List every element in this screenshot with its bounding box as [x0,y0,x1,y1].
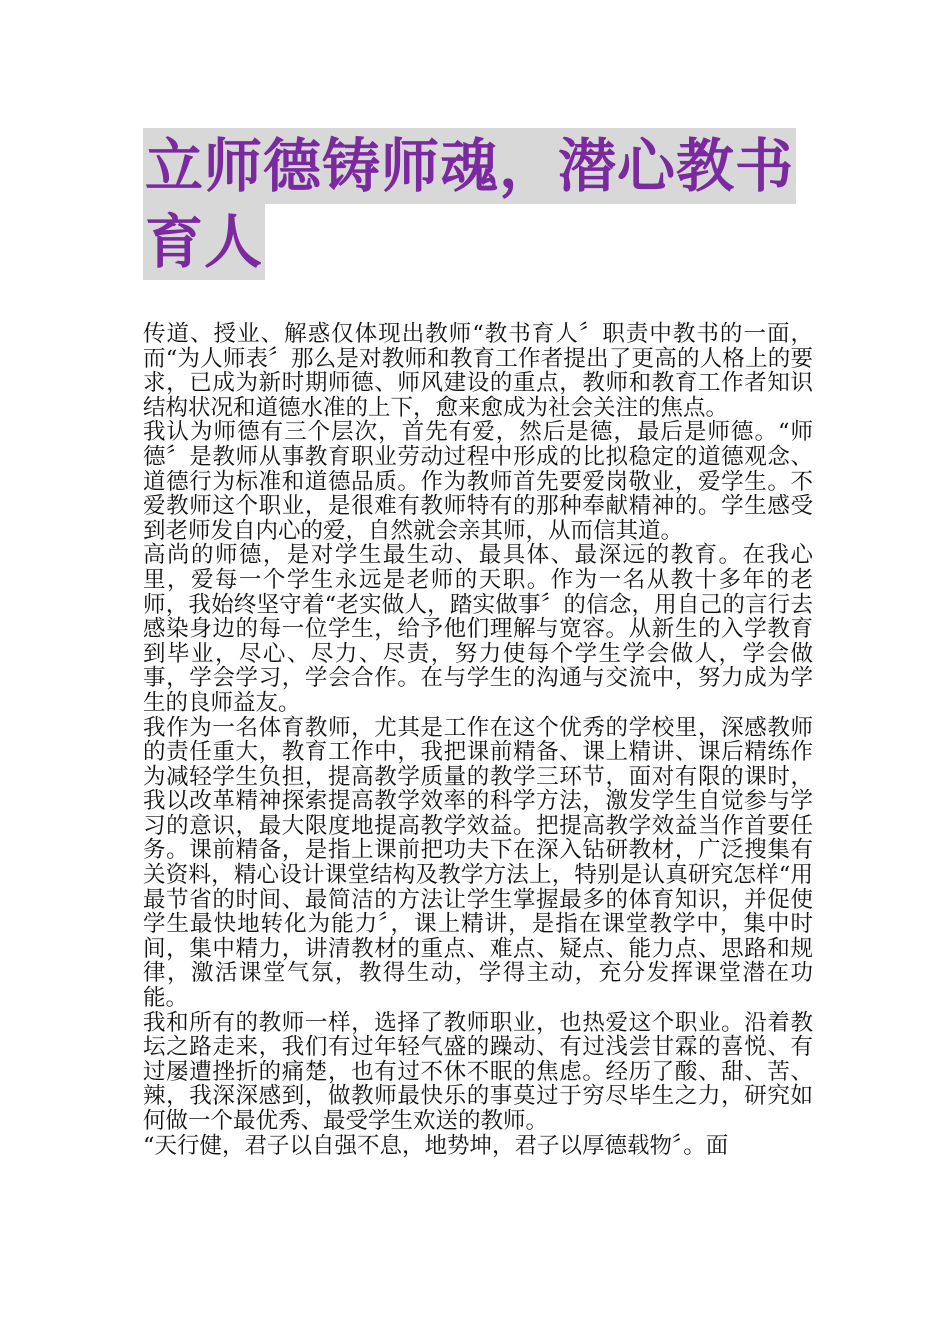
paragraph: 我认为师德有三个层次，首先有爱，然后是德，最后是师德。“师德〞是教师从事教育职业劳动过程中形成的比拟稳定的道德观念、道德行为标准和道德品质。作为教师首先要爱岗敬业，爱学生。不爱教师这个职业，是很难有教师特有的那种奉献精神的。学生感受到老师发自内心的爱，自然就会亲其师，从而信其道。 [143,419,813,544]
paragraph: 高尚的师德，是对学生最生动、最具体、最深远的教育。在我心里，爱每一个学生永远是老师的天职。作为一名从教十多年的老师，我始终坚守着“老实做人，踏实做事〞的信念，用自己的言行去感染身边的每一位学生，给予他们理解与宽容。从新生的入学教育到毕业，尽心、尽力、尽责，努力使每个学生学会做人，学会做事，学会学习，学会合作。在与学生的沟通与交流中，努力成为学生的良师益友。 [143,542,813,716]
page-title [143,128,813,280]
paragraph: 我作为一名体育教师，尤其是工作在这个优秀的学校里，深感教师的责任重大，教育工作中，我把课前精备、课上精讲、课后精练作为减轻学生负担，提高教学质量的教学三环节，面对有限的课时，我以改革精神探索提高教学效率的科学方法，激发学生自觉参与学习的意识，最大限度地提高教学效益。把提高教学效益当作首要任务。课前精备，是指上课前把功夫下在深入钻研教材，广泛搜集有关资料，精心设计课堂结构及教学方法上，特别是认真研究怎样“用最节省的时间、最简洁的方法让学生掌握最多的体育知识，并促使学生最快地转化为能力〞，课上精讲，是指在课堂教学中，集中时间，集中精力，讲清教材的重点、难点、疑点、能力点、思路和规律，激活课堂气氛，教得生动，学得主动，充分发挥课堂潜在功能。 [143,714,813,1012]
document-body [143,322,813,1158]
title-line-2: 育人 [143,204,265,280]
title-line-1: 立师德铸师魂，潜心教书 [143,128,796,204]
paragraph: 我和所有的教师一样，选择了教师职业，也热爱这个职业。沿着教坛之路走来，我们有过年轻气盛的躁动、有过浅尝甘霖的喜悦、有过屡遭挫折的痛楚，也有过不休不眠的焦虑。经历了酸、甜、苦、辣，我深深感到，做教师最快乐的事莫过于穷尽毕生之力，研究如何做一个最优秀、最受学生欢送的教师。 [143,1009,813,1134]
paragraph: “天行健，君子以自强不息，地势坤，君子以厚德载物〞。面 [143,1132,729,1159]
paragraph: 传道、授业、解惑仅体现出教师“教书育人〞职责中教书的一面，而“为人师表〞那么是对教师和教育工作者提出了更高的人格上的要求，已成为新时期师德、师风建设的重点，教师和教育工作者知识结构状况和道德水准的上下，愈来愈成为社会关注的焦点。 [143,321,813,421]
